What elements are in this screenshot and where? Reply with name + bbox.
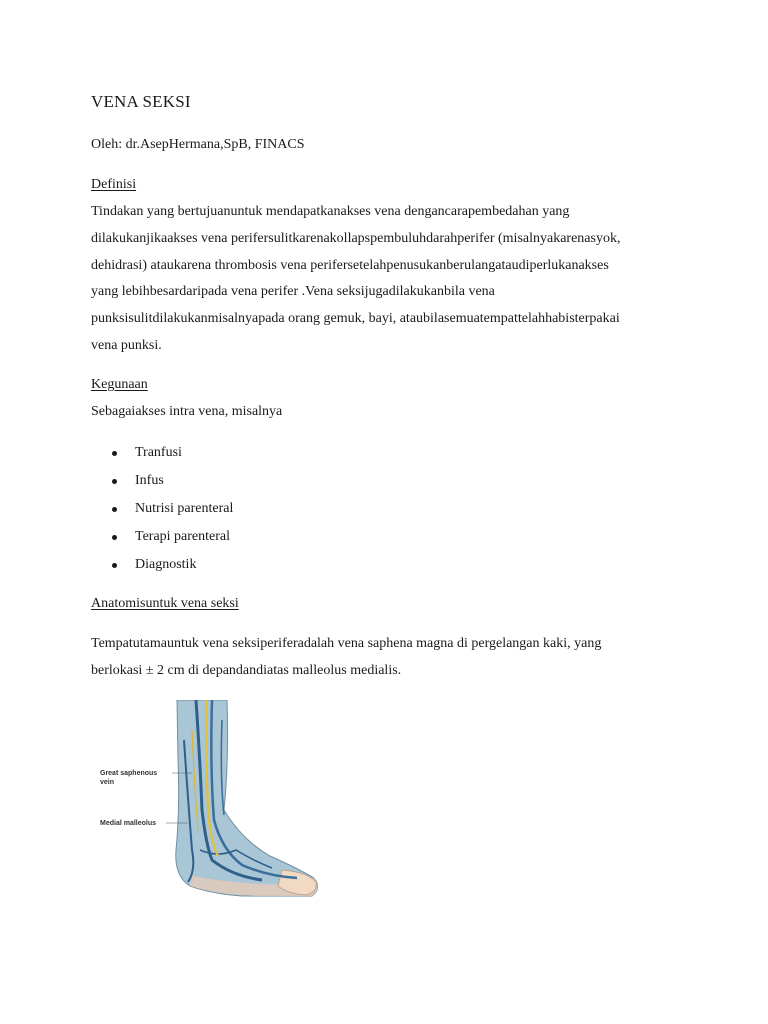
bullet-icon — [112, 535, 117, 540]
foot-anatomy-illustration — [92, 700, 324, 900]
kegunaan-intro: Sebagaiakses intra vena, misalnya — [91, 404, 283, 419]
section-heading-definisi: Definisi — [91, 177, 137, 192]
bullet-icon — [112, 563, 117, 568]
paragraph-line: dehidrasi) ataukarena thrombosis vena perifersetelahpenusukanberulangataudiperlukanakses — [91, 257, 609, 273]
section-heading-kegunaan: Kegunaan — [91, 377, 148, 392]
list-item-text: Tranfusi — [135, 445, 182, 460]
paragraph-line: vena punksi. — [91, 337, 162, 353]
paragraph-line: dilakukanjikaakses vena perifersulitkarenakollapspembuluhdarahperifer (misalnyakarenasyok, — [91, 230, 621, 246]
author-line: Oleh: dr.AsepHermana,SpB, FINACS — [91, 137, 305, 152]
list-item-text: Infus — [135, 473, 164, 488]
definisi-paragraph — [91, 199, 691, 360]
bullet-icon — [112, 451, 117, 456]
section-heading-anatomi: Anatomisuntuk vena seksi — [91, 596, 239, 611]
paragraph-line: punksisulitdilakukanmisalnyapada orang gemuk, bayi, ataubilasemuatempattelahhabisterpakai — [91, 311, 620, 327]
paragraph-line: yang lebihbesardaripada vena perifer .Vena seksijugadilakukanbila vena — [91, 284, 495, 300]
paragraph-line: Tempatutamauntuk vena seksiperiferadalah vena saphena magna di pergelangan kaki, yang — [91, 636, 602, 651]
anatomi-paragraph — [91, 631, 691, 685]
bullet-icon — [112, 479, 117, 484]
document-title: VENA SEKSI — [91, 92, 191, 111]
figure-label-vein: Great saphenous — [100, 770, 158, 777]
paragraph-line: Tindakan yang bertujuanuntuk mendapatkanakses vena dengancarapembedahan yang — [91, 204, 570, 219]
paragraph-line: berlokasi ± 2 cm di depandandiatas malleolus medialis. — [91, 662, 402, 678]
list-item-text: Diagnostik — [135, 557, 197, 572]
list-item-text: Nutrisi parenteral — [135, 501, 234, 516]
figure-label-vein-2: vein — [100, 779, 115, 786]
bullet-icon — [112, 507, 117, 512]
list-item-text: Terapi parenteral — [135, 529, 231, 544]
figure-label-malleolus: Medial malleolus — [100, 820, 157, 827]
